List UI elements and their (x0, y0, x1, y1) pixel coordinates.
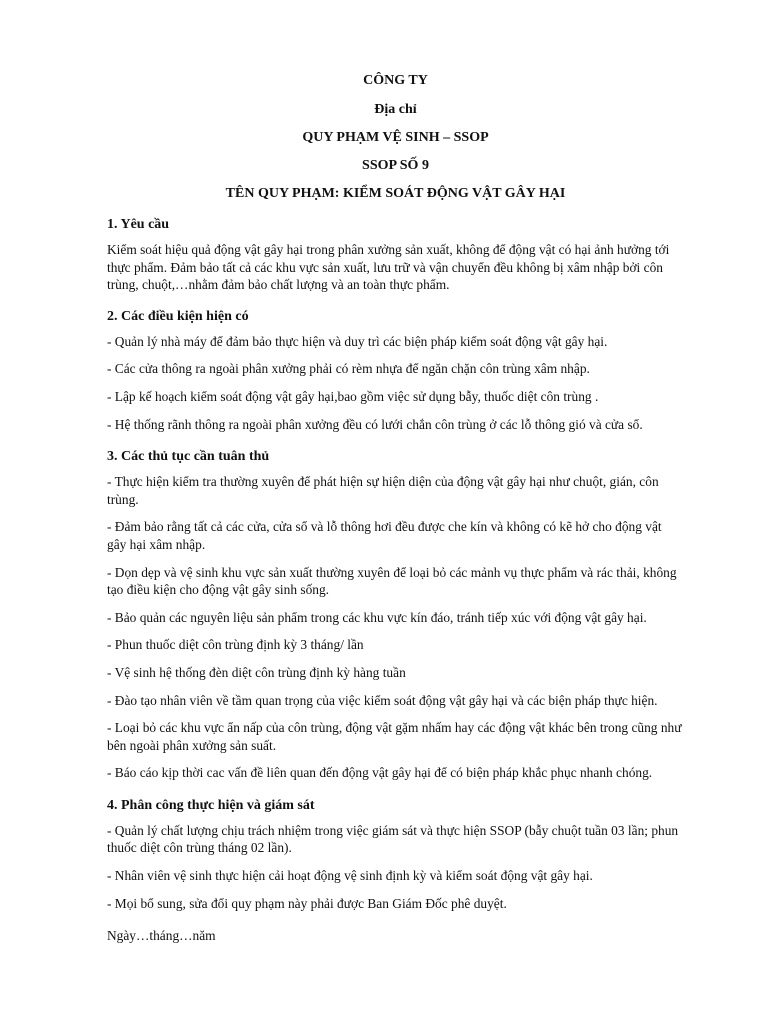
section-2-item: - Quản lý nhà máy để đảm bảo thực hiện và duy trì các biện pháp kiểm soát động vật gây hại. (107, 333, 608, 349)
section-4-item: - Mọi bổ sung, sửa đổi quy phạm này phải được Ban Giám Đốc phê duyệt. (107, 895, 507, 911)
section-3-item: - Dọn dẹp và vệ sinh khu vực sản xuất thường xuyên để loại bỏ các mảnh vụ thực phẩm và rác thải, không tạo điều kiện cho động vật gây sinh sống. (107, 564, 677, 598)
section-3-title: 3. Các thủ tục cần tuân thủ (107, 449, 270, 465)
document-title: QUY PHẠM VỆ SINH – SSOP (302, 130, 489, 145)
section-3-item: - Đảm bảo rằng tất cả các cửa, cửa sổ và lỗ thông hơi đều được che kín và không có kẽ hở cho động vật gây hại xâm nhập. (107, 519, 662, 552)
section-3-item: - Bảo quản các nguyên liệu sản phẩm trong các khu vực kín đáo, tránh tiếp xúc với động vật gây hại. (107, 609, 647, 625)
section-3-item: - Đào tạo nhân viên về tầm quan trọng của việc kiểm soát động vật gây hại và các biện pháp thực hiện. (107, 692, 658, 708)
section-2-item: - Các cửa thông ra ngoài phân xưởng phải có rèm nhựa để ngăn chặn côn trùng xâm nhập. (107, 361, 590, 377)
section-3-item: - Vệ sinh hệ thống đèn diệt côn trùng định kỳ hàng tuần (107, 664, 406, 680)
procedure-name: TÊN QUY PHẠM: KIỂM SOÁT ĐỘNG VẬT GÂY HẠI (225, 186, 566, 201)
company-name: CÔNG TY (363, 73, 428, 88)
section-1-title: 1. Yêu cầu (107, 217, 170, 232)
date-line: Ngày…tháng…năm (107, 928, 216, 944)
section-3-item: - Loại bỏ các khu vực ẩn nấp của côn trùng, động vật gặm nhấm hay các động vật khác bên trong cũng như bên ngoài phân xưởng sản suất. (107, 720, 682, 753)
section-3-item: - Phun thuốc diệt côn trùng định kỳ 3 tháng/ lần (107, 637, 364, 653)
section-1-paragraph: Kiểm soát hiệu quả động vật gây hại trong phân xưởng sản xuất, không để động vật có hại ảnh hưởng tới thực phẩm. Đảm bảo tất cả các khu vực sản xuất, lưu trữ và vận chuyển đều không bị xâm nhập bởi côn trùng, chuột,…nhằm đảm bảo chất lượng và an toàn thực phẩm. (107, 242, 670, 293)
section-3-item: - Thực hiện kiểm tra thường xuyên để phát hiện sự hiện diện của động vật gây hại như chuột, gián, côn trùng. (107, 474, 659, 507)
document-number: SSOP SỐ 9 (362, 158, 429, 173)
section-2-item: - Lập kế hoạch kiểm soát động vật gây hại,bao gồm việc sử dụng bẫy, thuốc diệt côn trùng . (107, 388, 599, 404)
section-2-title: 2. Các điều kiện hiện có (107, 308, 249, 324)
section-4-title: 4. Phân công thực hiện và giám sát (107, 797, 315, 813)
section-4-item: - Nhân viên vệ sinh thực hiện cải hoạt động vệ sinh định kỳ và kiểm soát động vật gây hại. (107, 868, 593, 884)
section-4-item: - Quản lý chất lượng chịu trách nhiệm trong việc giám sát và thực hiện SSOP (bẫy chuột tuần 03 lần; phun thuốc diệt côn trùng tháng 02 lần). (107, 822, 679, 856)
company-address: Địa chỉ (374, 102, 417, 117)
section-3-item: - Báo cáo kịp thời cac vấn đề liên quan đến động vật gây hại để có biện pháp khắc phục nhanh chóng. (107, 765, 653, 781)
section-2-item: - Hệ thống rãnh thông ra ngoài phân xưởng đều có lưới chắn côn trùng ở các lỗ thông gió và cửa sổ. (107, 416, 643, 432)
